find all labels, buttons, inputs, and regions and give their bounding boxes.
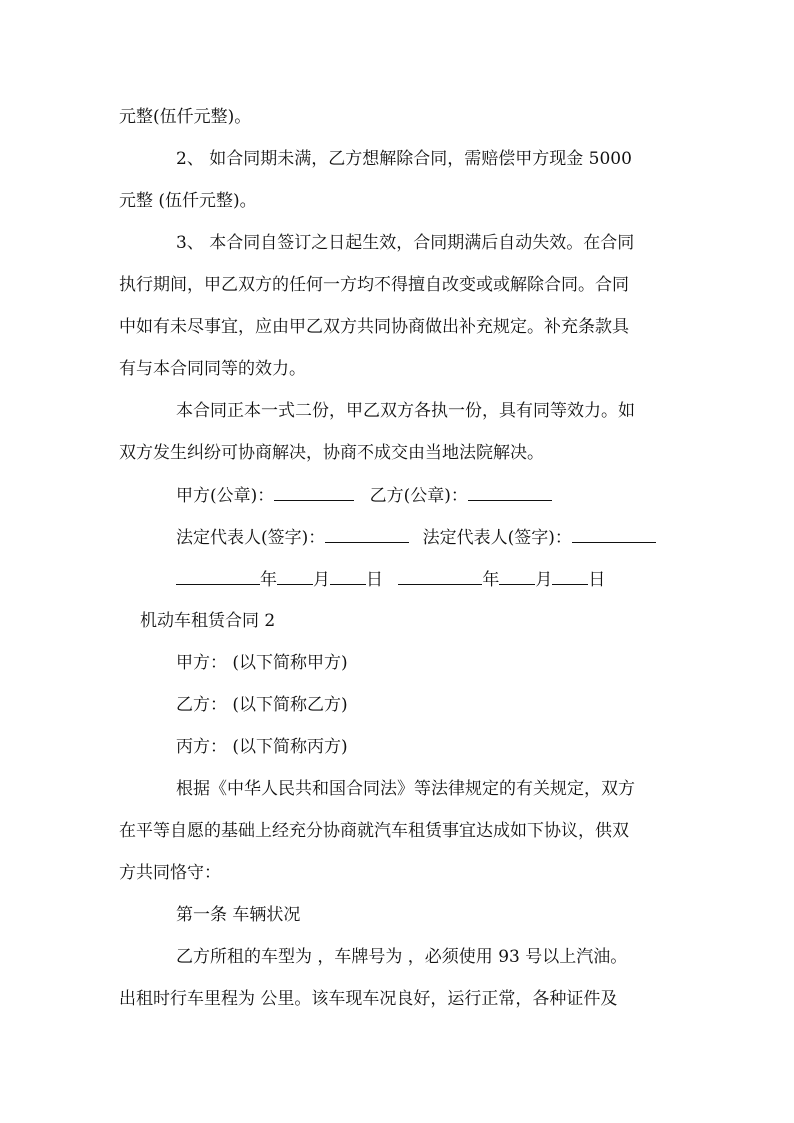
rep-a-blank <box>325 526 409 543</box>
signature-row-date <box>176 568 605 591</box>
text-line: 本合同正本一式二份，甲乙双方各执一份，具有同等效力。如 <box>176 401 635 421</box>
party-b-line: 乙方： (以下简称乙方) <box>176 695 348 715</box>
contract-2-title: 机动车租赁合同 2 <box>140 611 276 631</box>
text-line: 3、 本合同自签订之日起生效，合同期满后自动失效。在合同 <box>176 233 635 253</box>
party-c-line: 丙方： (以下简称丙方) <box>176 737 348 757</box>
intro-line: 在平等自愿的基础上经充分协商就汽车租赁事宜达成如下协议，供双 <box>119 821 629 841</box>
signature-row-seal <box>176 484 552 507</box>
year-b-blank <box>398 568 482 585</box>
article-1-line: 乙方所租的车型为 ，车牌号为 ，必须使用 93 号以上汽油。 <box>176 947 628 967</box>
rep-b-blank <box>572 526 656 543</box>
text-line: 双方发生纠纷可协商解决，协商不成交由当地法院解决。 <box>119 443 544 463</box>
text-line: 中如有未尽事宜，应由甲乙双方共同协商做出补充规定。补充条款具 <box>119 317 629 337</box>
intro-line: 根据《中华人民共和国合同法》等法律规定的有关规定，双方 <box>176 779 635 799</box>
text-line: 执行期间，甲乙双方的任何一方均不得擅自改变或或解除合同。合同 <box>119 275 629 295</box>
rep-b-label: 法定代表人(签字)： <box>422 528 572 548</box>
day-b-blank <box>552 568 588 585</box>
signature-row-rep <box>176 526 656 549</box>
day-b-label: 日 <box>588 570 606 590</box>
month-a-label: 月 <box>313 570 330 590</box>
month-b-label: 月 <box>535 570 553 590</box>
day-a-label: 日 <box>366 570 383 590</box>
intro-line: 方共同恪守： <box>119 863 221 883</box>
month-a-blank <box>277 568 313 585</box>
party-a-line: 甲方： (以下简称甲方) <box>176 653 348 673</box>
year-b-label: 年 <box>482 570 500 590</box>
party-a-seal-blank <box>274 484 354 501</box>
rep-a-label: 法定代表人(签字)： <box>176 528 326 548</box>
party-b-seal-label: 乙方(公章)： <box>369 486 468 506</box>
text-line: 元整 (伍仟元整)。 <box>119 191 257 211</box>
text-line: 2、 如合同期未满，乙方想解除合同，需赔偿甲方现金 5000 <box>176 149 632 169</box>
text-line: 有与本合同同等的效力。 <box>119 359 306 379</box>
party-a-seal-label: 甲方(公章)： <box>176 486 275 506</box>
article-1-line: 出租时行车里程为 公里。该车现车况良好，运行正常，各种证件及 <box>119 989 618 1009</box>
party-b-seal-blank <box>468 484 552 501</box>
text-line: 元整(伍仟元整)。 <box>119 107 252 127</box>
year-a-label: 年 <box>260 570 277 590</box>
year-a-blank <box>176 568 260 585</box>
article-1-title: 第一条 车辆状况 <box>176 905 301 925</box>
month-b-blank <box>499 568 535 585</box>
day-a-blank <box>330 568 366 585</box>
